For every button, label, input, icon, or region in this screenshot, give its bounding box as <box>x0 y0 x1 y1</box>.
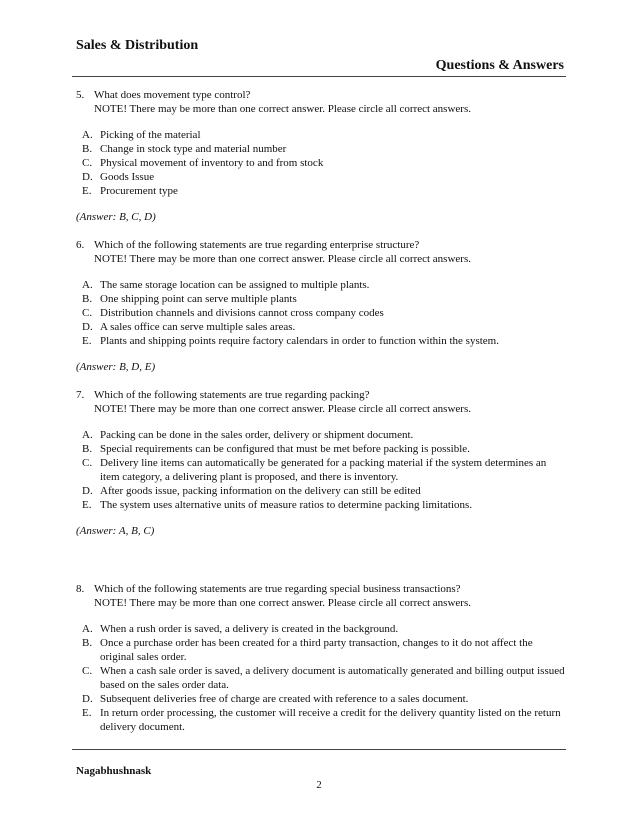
option-text: Distribution channels and divisions cannot cross company codes <box>100 307 384 319</box>
option-letter: C. <box>82 665 93 677</box>
option-text: The same storage location can be assigned to multiple plants. <box>100 279 370 291</box>
option-text: Physical movement of inventory to and from stock <box>100 157 324 169</box>
option-item <box>76 156 566 170</box>
option-letter: E. <box>82 499 92 511</box>
question-text: Which of the following statements are true regarding special business transactions? <box>94 583 461 595</box>
option-item <box>76 428 566 442</box>
option-letter: E. <box>82 185 92 197</box>
option-letter: D. <box>82 693 93 705</box>
option-letter: D. <box>82 321 93 333</box>
question-note: NOTE! There may be more than one correct answer. Please circle all correct answers. <box>94 253 471 265</box>
footer-divider <box>72 749 566 750</box>
option-text: In return order processing, the customer will receive a credit for the delivery quantity listed on the return delivery document. <box>100 707 561 733</box>
option-item <box>76 442 566 456</box>
option-letter: D. <box>82 485 93 497</box>
option-text: Plants and shipping points require factory calendars in order to function within the system. <box>100 335 499 347</box>
questions-body <box>76 88 566 734</box>
document-subtitle: Questions & Answers <box>435 58 564 73</box>
option-item <box>76 706 566 734</box>
option-letter: A. <box>82 429 93 441</box>
option-list <box>76 428 566 512</box>
option-text: Delivery line items can automatically be generated for a packing material if the system determines an item category, a delivering plant is proposed, and there is inventory. <box>100 457 547 483</box>
option-letter: A. <box>82 623 93 635</box>
option-letter: E. <box>82 335 92 347</box>
question-block <box>76 88 566 224</box>
option-item <box>76 636 566 664</box>
answer-key: (Answer: B, C, D) <box>76 211 156 223</box>
option-letter: C. <box>82 157 93 169</box>
option-item <box>76 692 566 706</box>
question-note: NOTE! There may be more than one correct answer. Please circle all correct answers. <box>94 403 471 415</box>
option-text: One shipping point can serve multiple plants <box>100 293 297 305</box>
option-item <box>76 320 566 334</box>
option-text: Procurement type <box>100 185 178 197</box>
footer-author: Nagabhushnask <box>76 765 152 777</box>
option-letter: E. <box>82 707 92 719</box>
option-letter: C. <box>82 457 93 469</box>
option-letter: B. <box>82 443 93 455</box>
option-item <box>76 622 566 636</box>
option-letter: B. <box>82 637 93 649</box>
option-text: A sales office can serve multiple sales areas. <box>100 321 296 333</box>
question-note: NOTE! There may be more than one correct answer. Please circle all correct answers. <box>94 103 471 115</box>
option-text: When a rush order is saved, a delivery is created in the background. <box>100 623 399 635</box>
option-text: Packing can be done in the sales order, delivery or shipment document. <box>100 429 414 441</box>
option-text: After goods issue, packing information on the delivery can still be edited <box>100 485 421 497</box>
option-letter: B. <box>82 293 93 305</box>
option-item <box>76 334 566 348</box>
question-text: Which of the following statements are true regarding enterprise structure? <box>94 239 420 251</box>
question-number: 7. <box>76 389 85 401</box>
answer-key: (Answer: B, D, E) <box>76 361 156 373</box>
option-letter: D. <box>82 171 93 183</box>
answer-key: (Answer: A, B, C) <box>76 525 155 537</box>
option-text: When a cash sale order is saved, a delivery document is automatically generated and billing output issued based on the sales order data. <box>100 665 565 691</box>
option-item <box>76 278 566 292</box>
option-item <box>76 142 566 156</box>
option-text: Subsequent deliveries free of charge are created with reference to a sales document. <box>100 693 469 705</box>
option-item <box>76 128 566 142</box>
option-item <box>76 498 566 512</box>
option-item <box>76 306 566 320</box>
question-block <box>76 582 566 734</box>
question-number: 5. <box>76 89 85 101</box>
option-letter: C. <box>82 307 93 319</box>
question-note: NOTE! There may be more than one correct answer. Please circle all correct answers. <box>94 597 471 609</box>
question-text: What does movement type control? <box>94 89 251 101</box>
option-item <box>76 484 566 498</box>
question-block <box>76 388 566 538</box>
spacer <box>76 552 566 582</box>
option-text: Picking of the material <box>100 129 201 141</box>
option-text: Goods Issue <box>100 171 155 183</box>
question-text: Which of the following statements are true regarding packing? <box>94 389 370 401</box>
option-item <box>76 456 566 484</box>
page-number: 2 <box>316 779 322 791</box>
option-text: Change in stock type and material number <box>100 143 287 155</box>
option-list <box>76 278 566 348</box>
question-block <box>76 238 566 374</box>
option-letter: A. <box>82 129 93 141</box>
header-divider <box>72 76 566 77</box>
option-item <box>76 170 566 184</box>
option-letter: B. <box>82 143 93 155</box>
option-text: The system uses alternative units of measure ratios to determine packing limitations. <box>100 499 473 511</box>
option-letter: A. <box>82 279 93 291</box>
question-number: 6. <box>76 239 85 251</box>
option-item <box>76 292 566 306</box>
option-text: Special requirements can be configured that must be met before packing is possible. <box>100 443 470 455</box>
option-list <box>76 128 566 198</box>
document-title: Sales & Distribution <box>76 38 199 53</box>
option-list <box>76 622 566 734</box>
option-text: Once a purchase order has been created for a third party transaction, changes to it do not affect the original sales order. <box>100 637 533 663</box>
question-number: 8. <box>76 583 85 595</box>
option-item <box>76 664 566 692</box>
option-item <box>76 184 566 198</box>
